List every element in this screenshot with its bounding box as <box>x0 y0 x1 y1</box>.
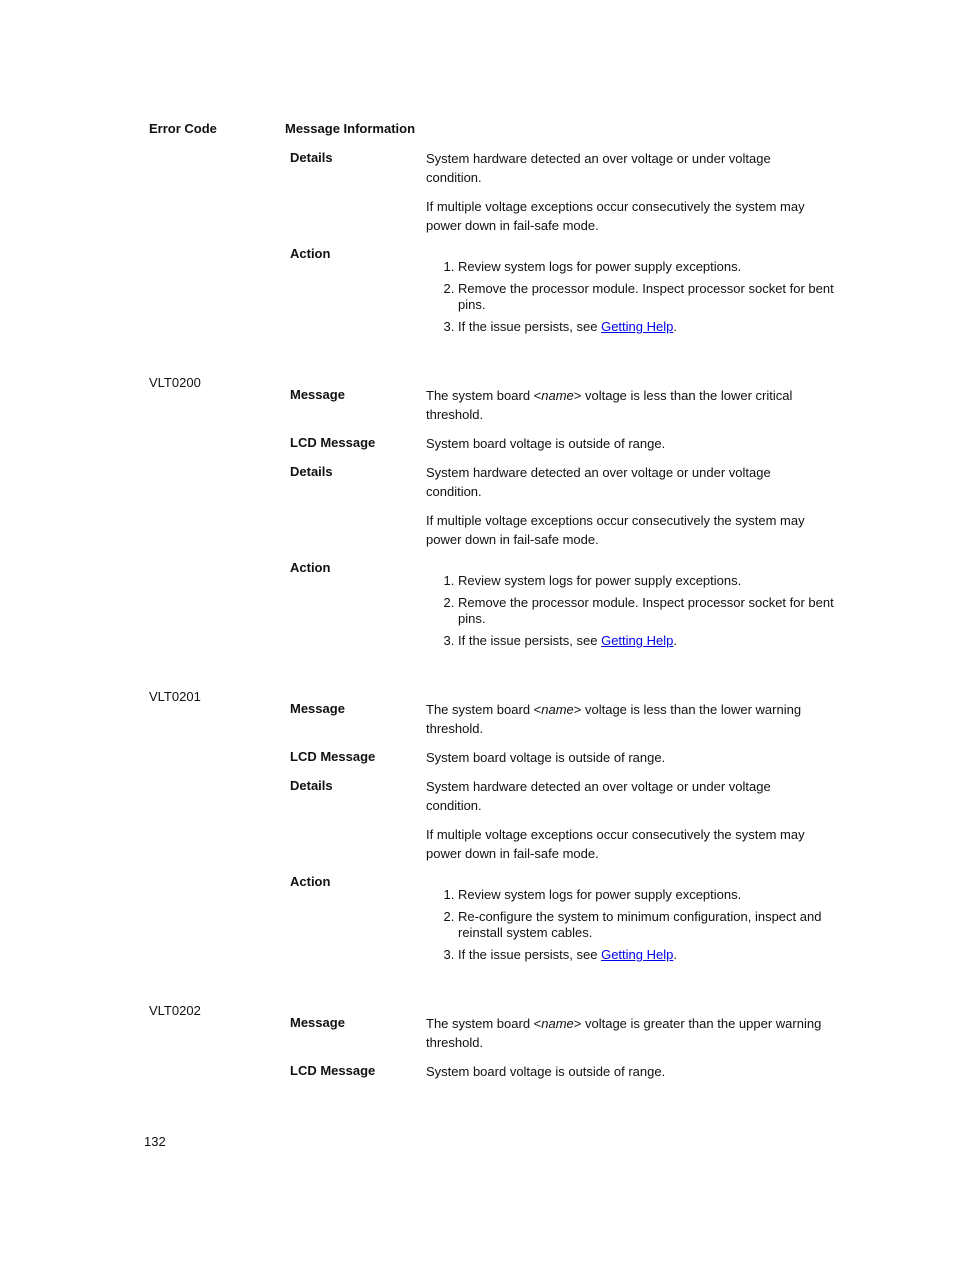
message-text: The system board <name> voltage is less than the lower warning threshold. <box>426 702 802 736</box>
message-label: Message <box>290 701 345 716</box>
action-item: 2. Remove the processor module. Inspect processor socket for bent pins. <box>458 281 858 313</box>
details-text: System hardware detected an over voltage or under voltage condition. <box>426 779 771 813</box>
message-text: The system board <name> voltage is greater than the upper warning threshold. <box>426 1016 822 1050</box>
action-item: 1. Review system logs for power supply exceptions. <box>458 887 858 903</box>
action-item: 3. If the issue persists, see Getting Help. <box>458 633 858 649</box>
lcd-message-label: LCD Message <box>290 435 376 450</box>
lcd-message-text: System board voltage is outside of range. <box>426 1064 666 1079</box>
lcd-message-label: LCD Message <box>290 1063 376 1078</box>
action-label: Action <box>290 246 331 261</box>
action-item: 1. Review system logs for power supply exceptions. <box>458 573 858 589</box>
action-item: 2. Remove the processor module. Inspect processor socket for bent pins. <box>458 595 858 627</box>
action-label: Action <box>290 874 331 889</box>
lcd-message-text: System board voltage is outside of range. <box>426 750 666 765</box>
lcd-message-text: System board voltage is outside of range. <box>426 436 666 451</box>
action-list <box>426 259 858 341</box>
details-label: Details <box>290 464 333 479</box>
message-label: Message <box>290 1015 345 1030</box>
page-number: 132 <box>144 1134 166 1149</box>
details-text: System hardware detected an over voltage or under voltage condition. <box>426 151 771 185</box>
lcd-message-label: LCD Message <box>290 749 376 764</box>
error-code: VLT0201 <box>149 689 201 704</box>
getting-help-link[interactable]: Getting Help <box>601 633 674 648</box>
getting-help-link[interactable]: Getting Help <box>601 319 674 334</box>
details-text: System hardware detected an over voltage or under voltage condition. <box>426 465 771 499</box>
column-header-error-code: Error Code <box>149 121 217 136</box>
action-list <box>426 887 858 969</box>
action-item: 3. If the issue persists, see Getting Help. <box>458 319 858 335</box>
details-label: Details <box>290 150 333 165</box>
action-item: 2. Re-configure the system to minimum configuration, inspect and reinstall system cables. <box>458 909 858 941</box>
message-label: Message <box>290 387 345 402</box>
details-text: If multiple voltage exceptions occur consecutively the system may power down in fail-safe mode. <box>426 199 805 233</box>
column-header-message-information: Message Information <box>285 121 416 136</box>
details-text: If multiple voltage exceptions occur consecutively the system may power down in fail-safe mode. <box>426 513 805 547</box>
getting-help-link[interactable]: Getting Help <box>601 947 674 962</box>
error-code: VLT0200 <box>149 375 201 390</box>
action-item: 1. Review system logs for power supply exceptions. <box>458 259 858 275</box>
error-code: VLT0202 <box>149 1003 201 1018</box>
action-item: 3. If the issue persists, see Getting Help. <box>458 947 858 963</box>
details-label: Details <box>290 778 333 793</box>
action-list <box>426 573 858 655</box>
action-label: Action <box>290 560 331 575</box>
details-text: If multiple voltage exceptions occur consecutively the system may power down in fail-safe mode. <box>426 827 805 861</box>
message-text: The system board <name> voltage is less than the lower critical threshold. <box>426 388 793 422</box>
